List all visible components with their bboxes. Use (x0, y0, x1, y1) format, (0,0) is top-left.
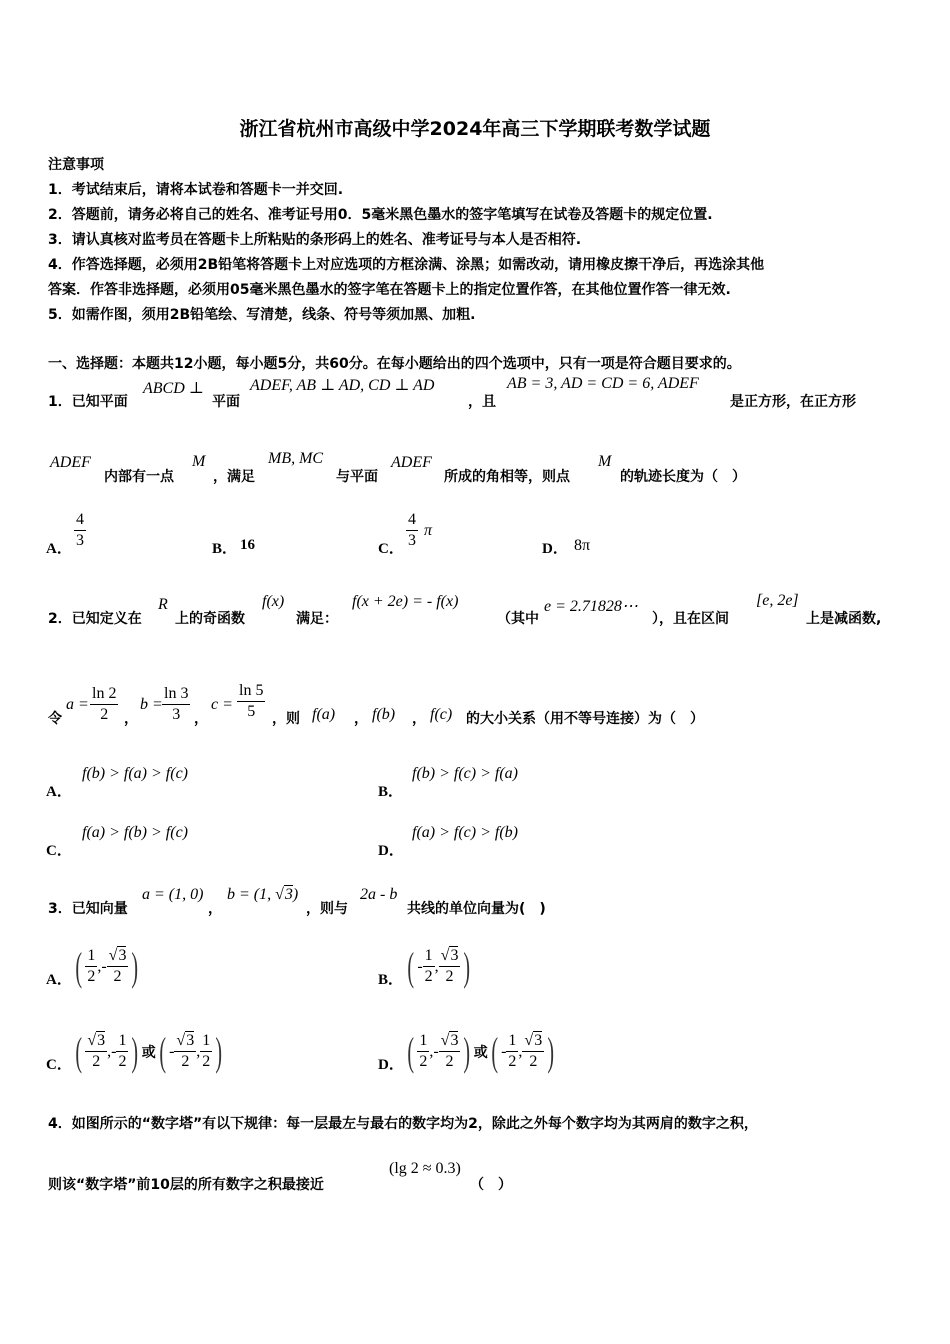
sqrt-value: 3 (284, 886, 293, 903)
notice-item: 答案．作答非选择题，必须用05毫米黑色墨水的签字笔在答题卡上的指定位置作答，在其他位置作答一律无效. (48, 282, 731, 298)
comma: , (429, 1042, 434, 1060)
q1-math: ADEF (50, 454, 91, 471)
q2-math: f(c) (430, 706, 453, 723)
q2-math: c = (211, 696, 233, 713)
q2-math: b = (140, 696, 163, 713)
option-d-label[interactable]: D． (542, 541, 568, 557)
q1-text: 1．已知平面 (48, 394, 128, 410)
option-a-label[interactable]: A． (46, 972, 72, 988)
comma: , (107, 1042, 112, 1060)
q4-text: 4．如图所示的“数字塔”有以下规律：每一层最左与最右的数字均为2，除此之外每个数字均为其两肩的数字之积， (48, 1116, 758, 1132)
q2-math: f(b) (372, 706, 396, 723)
fraction-numerator: 1 (85, 946, 97, 967)
q2-text: 的大小关系（用不等号连接）为（ ） (466, 711, 704, 727)
fraction-denominator: 3 (408, 532, 416, 549)
minus-sign: - (501, 1042, 507, 1060)
minus-sign: - (417, 957, 423, 975)
q2-math: R (158, 596, 168, 613)
option-b-value[interactable]: 16 (240, 537, 255, 553)
option-b-label[interactable]: B． (212, 541, 238, 557)
fraction-denominator: 2 (529, 1053, 538, 1070)
sqrt-value: 3 (118, 947, 127, 964)
q3-text: 共线的单位向量为( ) (407, 901, 546, 917)
q1-text: 内部有一点 (104, 469, 174, 485)
q2-text: 上的奇函数 (175, 611, 245, 627)
option-d-label[interactable]: D． (378, 1057, 404, 1073)
fraction-denominator: 2 (181, 1053, 190, 1070)
q2-math: a = (66, 696, 89, 713)
fraction-numerator: 4 (76, 511, 84, 528)
option-a-label[interactable]: A． (46, 784, 72, 800)
q3-math: 2a - b (360, 886, 398, 903)
fraction-denominator: 2 (100, 706, 109, 723)
q2-math: [e, 2e] (756, 592, 799, 609)
comma: , (97, 957, 102, 975)
sqrt-value: 3 (97, 1032, 106, 1049)
fraction-denominator: 3 (172, 706, 181, 723)
option-a-value[interactable] (74, 510, 86, 551)
q1-text: 的轨迹长度为（ ） (620, 469, 746, 485)
sqrt-value: 3 (186, 1032, 195, 1049)
q1-text: 平面 (212, 394, 240, 410)
fraction-b (162, 684, 190, 725)
q2-text: ， (194, 711, 208, 727)
minus-sign: - (111, 1042, 117, 1060)
option-d-value[interactable]: f(a) > f(c) > f(b) (412, 824, 518, 841)
q1-text: ，且 (468, 394, 496, 410)
fraction-numerator: ln 3 (162, 684, 190, 705)
section-heading: 一、选择题：本题共12小题，每小题5分，共60分。在每小题给出的四个选项中，只有一项是符合题目要求的。 (48, 356, 741, 372)
q1-text: 是正方形，在正方形 (730, 394, 856, 410)
fraction-denominator: 2 (424, 968, 433, 985)
fraction-numerator: 4 (408, 511, 416, 528)
q4-text: 则该“数字塔”前10层的所有数字之积最接近 (48, 1177, 324, 1193)
fraction-denominator: 2 (445, 1053, 454, 1070)
option-c-value[interactable]: f(a) > f(b) > f(c) (82, 824, 188, 841)
notice-item: 5．如需作图，须用2B铅笔绘、写清楚，线条、符号等须加黑、加粗. (48, 307, 476, 323)
option-b-value[interactable]: f(b) > f(c) > f(a) (412, 765, 518, 782)
fraction-numerator: 1 (423, 946, 435, 967)
q3-text: ， (208, 901, 222, 917)
fraction-denominator: 2 (92, 1053, 101, 1070)
notice-item: 3．请认真核对监考员在答题卡上所粘贴的条形码上的姓名、准考证号与本人是否相符. (48, 232, 582, 248)
comma: , (434, 957, 439, 975)
minus-sign: - (101, 957, 107, 975)
fraction-denominator: 2 (445, 968, 454, 985)
q2-text: 令 (48, 711, 62, 727)
q2-text: ，则 (272, 711, 300, 727)
option-d-label[interactable]: D． (378, 843, 404, 859)
q1-math: ABCD ⊥ (143, 380, 204, 397)
option-b-label[interactable]: B． (378, 784, 404, 800)
q2-text: ），且在区间 (652, 611, 729, 627)
fraction-numerator: 1 (200, 1031, 212, 1052)
fraction-numerator: ln 2 (90, 684, 118, 705)
notice-item: 4．作答选择题，必须用2B铅笔将答题卡上对应选项的方框涂满、涂黑；如需改动，请用橡皮擦干净后，再选涂其他 (48, 257, 765, 273)
q2-math: f(x + 2e) = - f(x) (352, 593, 459, 610)
q1-text: ，满足 (213, 469, 255, 485)
q3-math-part: b = (1, (227, 886, 276, 903)
pi-symbol: π (424, 522, 433, 539)
fraction-c (237, 681, 265, 722)
notice-item: 1．考试结束后，请将本试卷和答题卡一并交回. (48, 182, 344, 198)
fraction-denominator: 2 (508, 1053, 517, 1070)
q1-text: 与平面 (336, 469, 378, 485)
fraction-numerator: 1 (417, 1031, 429, 1052)
q2-math: e = 2.71828⋯ (544, 598, 638, 615)
q4-math: (lg 2 ≈ 0.3) (389, 1160, 461, 1177)
comma: , (518, 1042, 523, 1060)
fraction-denominator: 2 (419, 1053, 428, 1070)
q2-text: ， (354, 711, 368, 727)
option-a-value[interactable]: ( $\frac{1}{2}$ , - $\frac{√3}{2}$ ) (75, 943, 139, 989)
notice-heading: 注意事项 (48, 157, 104, 173)
q2-text: 上是减函数, (806, 611, 882, 627)
q3-math-part: ) (292, 886, 299, 903)
q2-text: 2．已知定义在 (48, 611, 142, 627)
q3-text: ，则与 (306, 901, 348, 917)
fraction-numerator: 1 (506, 1031, 518, 1052)
minus-sign: - (433, 1042, 439, 1060)
fraction-numerator: 1 (116, 1031, 128, 1052)
q1-math: MB, MC (268, 450, 324, 467)
sqrt-value: 3 (450, 1032, 459, 1049)
fraction-denominator: 2 (118, 1053, 127, 1070)
or-text: 或 (141, 1044, 156, 1061)
fraction-numerator: ln 5 (237, 681, 265, 702)
fraction-denominator: 3 (76, 532, 84, 549)
notice-item: 2．答题前，请务必将自己的姓名、准考证号用0．5毫米黑色墨水的签字笔填写在试卷及答题卡的规定位置. (48, 207, 713, 223)
option-b-label[interactable]: B． (378, 972, 404, 988)
sqrt-value: 3 (450, 947, 459, 964)
q2-text: （其中 (497, 611, 539, 627)
option-c-value[interactable] (406, 510, 418, 551)
q3-text: 3．已知向量 (48, 901, 128, 917)
option-c-label[interactable]: C． (378, 541, 404, 557)
option-d-value[interactable]: ( $\frac{1}{2}$ , - $\frac{√3}{2}$ ) 或 ( - $\frac{1}{2}$ , $\frac{√3}{2}$ ) (407, 1028, 555, 1074)
q3-math: a = (1, 0) (142, 886, 204, 903)
q1-math: ADEF, AB ⊥ AD, CD ⊥ AD (250, 377, 435, 394)
sqrt-value: 3 (534, 1032, 543, 1049)
q2-math: f(x) (262, 593, 285, 610)
minus-sign: - (169, 1042, 175, 1060)
fraction-denominator: 5 (247, 703, 256, 720)
fraction-denominator: 2 (113, 968, 122, 985)
page-title: 浙江省杭州市高级中学2024年高三下学期联考数学试题 (239, 118, 711, 140)
option-d-value[interactable]: 8π (574, 537, 591, 554)
q2-text: 满足： (296, 611, 338, 627)
fraction-a (90, 684, 118, 725)
q1-text: 所成的角相等，则点 (444, 469, 570, 485)
option-b-value[interactable]: ( - $\frac{1}{2}$ , $\frac{√3}{2}$ ) (407, 943, 471, 989)
q1-math: ADEF (391, 454, 432, 471)
option-c-label[interactable]: C． (46, 843, 72, 859)
q1-math: AB = 3, AD = CD = 6, ADEF (507, 375, 699, 392)
q3-math: b = (1, √3) (227, 886, 299, 903)
fraction-denominator: 2 (202, 1053, 211, 1070)
option-c-value[interactable]: ( $\frac{√3}{2}$ , - $\frac{1}{2}$ ) 或 ( - $\frac{√3}{2}$ , $\frac{1}{2}$ ) (75, 1028, 223, 1074)
option-c-label[interactable]: C． (46, 1057, 72, 1073)
q2-text: ， (124, 711, 138, 727)
comma: , (196, 1042, 201, 1060)
option-a-value[interactable]: f(b) > f(a) > f(c) (82, 765, 188, 782)
fraction-denominator: 2 (87, 968, 96, 985)
q1-math: M (192, 453, 206, 470)
option-a-label[interactable]: A． (46, 541, 72, 557)
or-text: 或 (473, 1044, 488, 1061)
q2-text: ， (412, 711, 426, 727)
q2-math: f(a) (312, 706, 336, 723)
q1-math: M (598, 453, 612, 470)
q4-text: （ ） (470, 1177, 512, 1193)
